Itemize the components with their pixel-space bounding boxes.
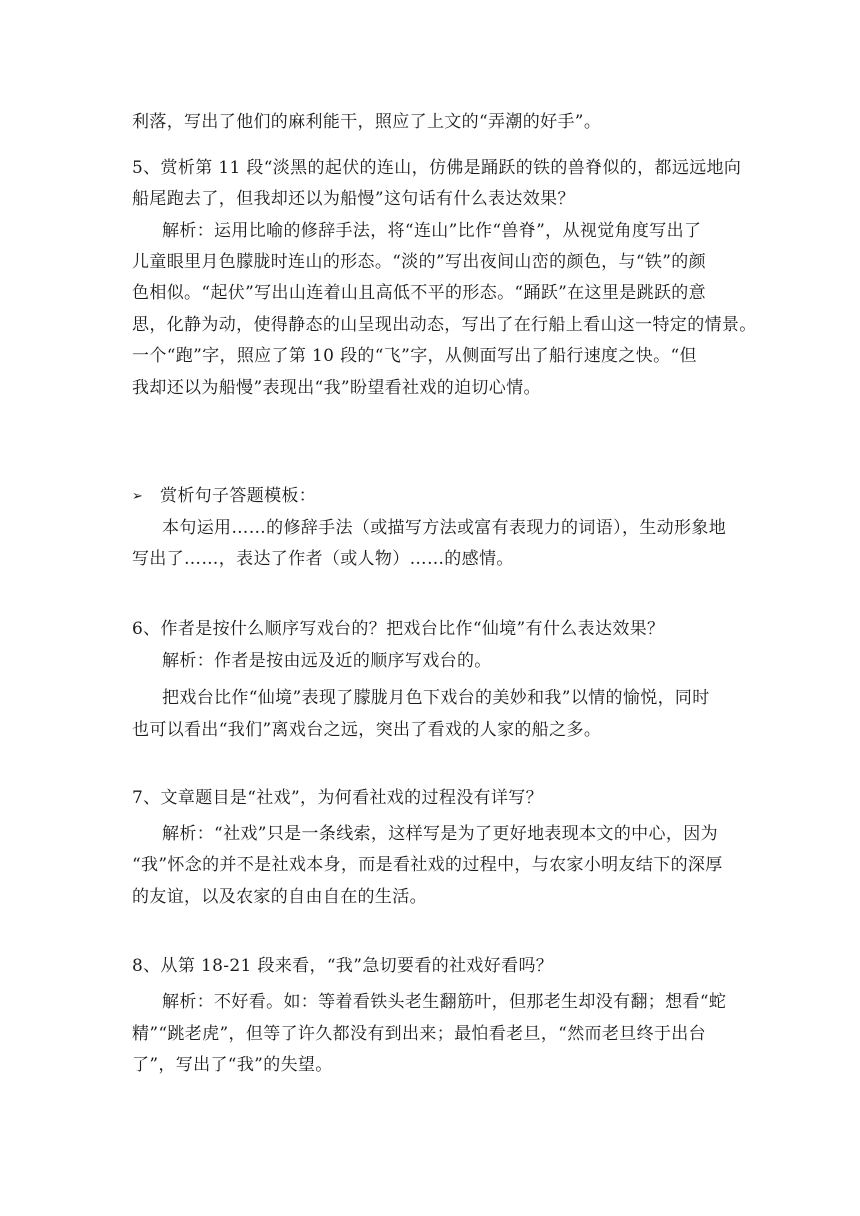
answer-8-line: 解析：不好看。如：等着看铁头老生翻筋叶，但那老生却没有翻；想看“蛇 xyxy=(162,992,727,1012)
answer-5-line: 我却还以为船慢”表现出“我”盼望看社戏的迫切心情。 xyxy=(132,378,541,398)
template-line: 写出了……，表达了作者（或人物）……的感情。 xyxy=(132,549,514,569)
question-7-title: 7、文章题目是“社戏”，为何看社戏的过程没有详写？ xyxy=(132,788,543,808)
question-5-title-cont: 船尾跑去了，但我却还以为船慢”这句话有什么表达效果？ xyxy=(132,189,575,209)
answer-5-line: 一个“跑”字，照应了第 10 段的“飞”字，从侧面写出了船行速度之快。“但 xyxy=(132,346,697,366)
answer-6-line: 解析：作者是按由远及近的顺序写戏台的。 xyxy=(162,651,492,671)
template-heading-text: 赏析句子答题模板： xyxy=(160,486,317,506)
paragraph-line: 利落，写出了他们的麻利能干，照应了上文的“弄潮的好手”。 xyxy=(132,112,602,132)
answer-8-line: 了”，写出了“我”的失望。 xyxy=(132,1055,333,1075)
answer-7-line: “我”怀念的并不是社戏本身，而是看社戏的过程中，与农家小明友结下的深厚 xyxy=(132,855,723,875)
template-heading xyxy=(132,485,316,508)
answer-6-line: 把戏台比作“仙境”表现了朦胧月色下戏台的美妙和我”以情的愉悦，同时 xyxy=(162,688,710,708)
answer-5-line: 色相似。“起伏”写出山连着山且高低不平的形态。“踊跃”在这里是跳跃的意 xyxy=(132,283,707,303)
answer-6-line: 也可以看出“我们”离戏台之远，突出了看戏的人家的船之多。 xyxy=(132,720,602,740)
question-8-title: 8、从第 18-21 段来看，“我”急切要看的社戏好看吗？ xyxy=(132,956,554,976)
template-line: 本句运用……的修辞手法（或描写方法或富有表现力的词语），生动形象地 xyxy=(162,518,727,538)
answer-5-line: 解析：运用比喻的修辞手法，将“连山”比作“兽脊”，从视觉角度写出了 xyxy=(162,221,702,241)
question-6-title: 6、作者是按什么顺序写戏台的？把戏台比作“仙境”有什么表达效果？ xyxy=(132,619,665,639)
arrowhead-bullet-icon: ➢ xyxy=(132,489,144,504)
answer-7-line: 解析：“社戏”只是一条线索，这样写是为了更好地表现本文的中心，因为 xyxy=(162,824,718,844)
question-5-title: 5、赏析第 11 段“淡黑的起伏的连山，仿佛是踊跃的铁的兽脊似的，都远远地向 xyxy=(132,158,742,178)
answer-7-line: 的友谊，以及农家的自由自在的生活。 xyxy=(132,887,427,907)
answer-5-line: 儿童眼里月色朦胧时连山的形态。“淡的”写出夜间山峦的颜色，与“铁”的颜 xyxy=(132,252,707,272)
answer-5-line: 思，化静为动，使得静态的山呈现出动态，写出了在行船上看山这一特定的情景。 xyxy=(132,315,757,335)
answer-8-line: 精”“跳老虎”，但等了许久都没有到出来；最怕看老旦，“然而老旦终于出台 xyxy=(132,1024,707,1044)
